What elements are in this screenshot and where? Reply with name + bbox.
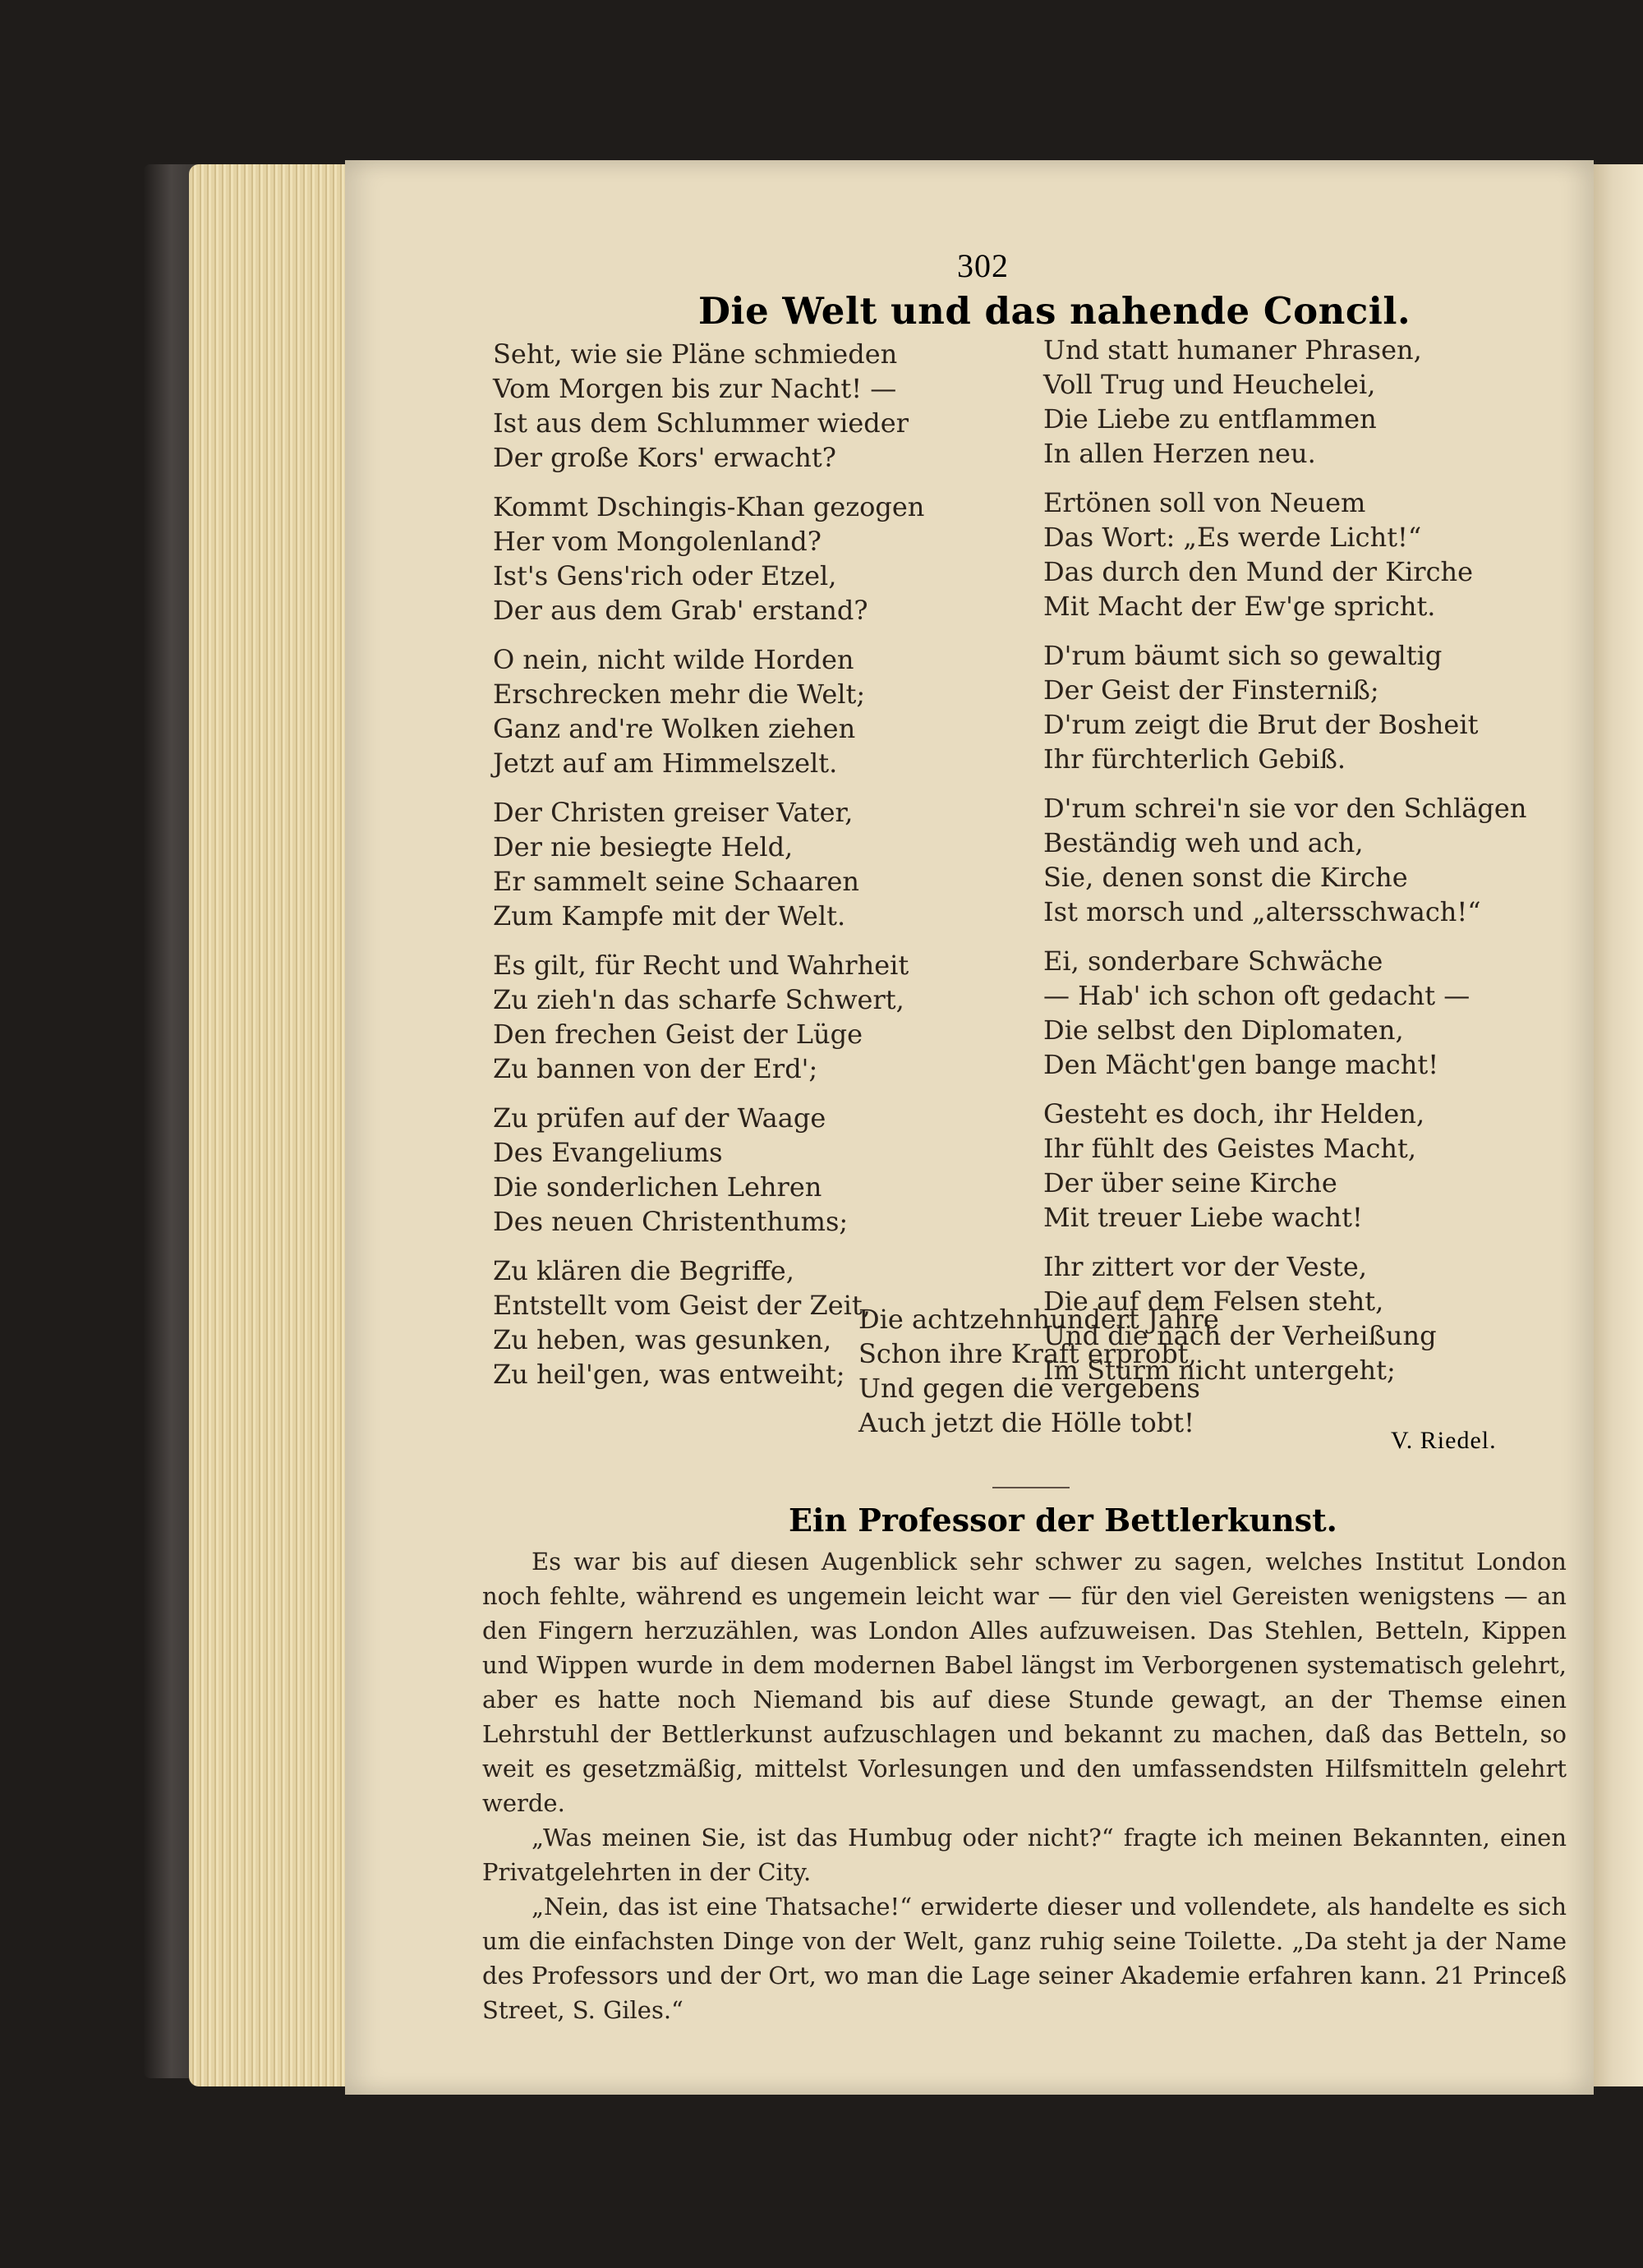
- poem-line: Jetzt auf am Himmelszelt.: [493, 748, 838, 779]
- article-paragraph: „Nein, das ist eine Thatsache!“ erwiderte dieser und vollendete, als handelte es sich um die einfachsten Dinge von der Welt, ganz ruhig seine Toilette. „Da steht ja der Name des Professors und der Ort, wo man die Lage seiner Akademie erfahren kann. 21 Princeß Street, S. Giles.“: [482, 1893, 1567, 2024]
- poem-line: Das durch den Mund der Kirche: [1043, 556, 1474, 587]
- poem-line: Und statt humaner Phrasen,: [1043, 334, 1422, 366]
- poem-line: Der aus dem Grab' erstand?: [493, 595, 868, 626]
- poem-line: Voll Trug und Heuchelei,: [1043, 369, 1376, 400]
- poem-line: D'rum zeigt die Brut der Bosheit: [1043, 709, 1479, 740]
- poem-line: Der nie besiegte Held,: [493, 831, 794, 863]
- poem-line: Im Sturm nicht untergeht;: [1043, 1355, 1396, 1386]
- poem-line: Ist morsch und „altersschwach!“: [1043, 896, 1481, 927]
- poem-line: Her vom Mongolenland?: [493, 526, 822, 557]
- poem-stanza-right-4: [1043, 791, 1527, 929]
- poem-line: Ihr fühlt des Geistes Macht,: [1043, 1133, 1417, 1164]
- poem-line: Der Geist der Finsterniß;: [1043, 674, 1379, 706]
- poem-line: Zu bannen von der Erd';: [493, 1053, 818, 1084]
- article-title: Ein Professor der Bettlerkunst.: [789, 1502, 1337, 1539]
- poem-line: Erschrecken mehr die Welt;: [493, 679, 866, 710]
- poem-line: Das Wort: „Es werde Licht!“: [1043, 522, 1422, 553]
- poem-line: Zu heil'gen, was entweiht;: [493, 1359, 845, 1390]
- poem-stanza-left-7: [493, 1254, 920, 1392]
- poem-line: Vom Morgen bis zur Nacht! —: [493, 373, 897, 404]
- poem-left-column: [493, 337, 925, 1406]
- poem-line: Ei, sonderbare Schwäche: [1043, 945, 1383, 977]
- poem-stanza-right-5: [1043, 944, 1470, 1082]
- article-paragraph: Es war bis auf diesen Augenblick sehr schwer zu sagen, welches Institut London noch fehlte, während es ungemein leicht war — für den viel Gereisten wenigstens — an den Fingern herzuzählen, was London Alles aufzuweisen. Das Stehlen, Betteln, Kippen und Wippen wurde in dem modernen Babel längst im Verborgenen systematisch gelehrt, aber es hatte noch Niemand bis auf diese Stunde gewagt, an der Themse einen Lehrstuhl der Bettlerkunst aufzuschlagen und bekannt zu machen, daß das Betteln, so weit es gesetzmäßig, mittelst Vorlesungen und den umfassendsten Hilfsmitteln gelehrt werde.: [482, 1548, 1567, 1817]
- poem-line: Mit Macht der Ew'ge spricht.: [1043, 591, 1436, 622]
- poem-stanza-right-6: [1043, 1097, 1470, 1235]
- poem-line: Der große Kors' erwacht?: [493, 442, 836, 473]
- poem-line: Zu klären die Begriffe,: [493, 1255, 794, 1286]
- poem-stanza-left-6: [493, 1101, 920, 1239]
- poem-line: O nein, nicht wilde Horden: [493, 644, 854, 675]
- poem-line: Die selbst den Diplomaten,: [1043, 1014, 1404, 1046]
- poem-line: Er sammelt seine Schaaren: [493, 866, 859, 897]
- poem-line: Ganz and're Wolken ziehen: [493, 713, 856, 744]
- poem-stanza-left-4: [493, 795, 920, 933]
- poem-right-column: [1043, 333, 1527, 1402]
- poem-line: Entstellt vom Geist der Zeit,: [493, 1290, 871, 1321]
- poem-line: Des neuen Christenthums;: [493, 1206, 849, 1237]
- poem-line: Und die nach der Verheißung: [1043, 1320, 1437, 1351]
- poem-line: Auch jetzt die Hölle tobt!: [858, 1407, 1194, 1438]
- poem-line: Ist aus dem Schlummer wieder: [493, 407, 909, 439]
- poem-stanza-left-1: [493, 337, 920, 475]
- poem-stanza-right-2: [1043, 485, 1474, 623]
- poem-line: Ist's Gens'rich oder Etzel,: [493, 560, 837, 591]
- article-body: [482, 1544, 1567, 2027]
- poem-line: Zum Kampfe mit der Welt.: [493, 900, 846, 932]
- poem-line: Die sonderlichen Lehren: [493, 1171, 822, 1203]
- poem-line: Die Liebe zu entflammen: [1043, 403, 1377, 435]
- article-paragraph: „Was meinen Sie, ist das Humbug oder nicht?“ fragte ich meinen Bekannten, einen Privatgelehrten in der City.: [482, 1824, 1567, 1886]
- poem-line: Des Evangeliums: [493, 1137, 723, 1168]
- poem-line: Seht, wie sie Pläne schmieden: [493, 338, 898, 370]
- poem-line: Ihr zittert vor der Veste,: [1043, 1251, 1367, 1282]
- poem-line: — Hab' ich schon oft gedacht —: [1043, 980, 1470, 1011]
- page-number: 302: [957, 247, 1009, 284]
- poem-line: Beständig weh und ach,: [1043, 827, 1364, 858]
- poem-line: Sie, denen sonst die Kirche: [1043, 862, 1408, 893]
- poem-line: D'rum schrei'n sie vor den Schlägen: [1043, 793, 1527, 824]
- section-divider: [992, 1487, 1070, 1488]
- page-title: Die Welt und das nahende Concil.: [698, 289, 1411, 333]
- poem-line: Ihr fürchterlich Gebiß.: [1043, 743, 1346, 775]
- poem-line: Den frechen Geist der Lüge: [493, 1019, 863, 1050]
- poem-line: Ertönen soll von Neuem: [1043, 487, 1366, 518]
- poem-stanza-left-3: [493, 642, 920, 780]
- poem-line: Zu prüfen auf der Waage: [493, 1102, 826, 1134]
- poem-line: Die achtzehnhundert Jahre: [858, 1304, 1219, 1335]
- poem-line: Der Christen greiser Vater,: [493, 797, 854, 828]
- poem-line: Den Mächt'gen bange macht!: [1043, 1049, 1439, 1080]
- poem-stanza-right-3: [1043, 638, 1479, 776]
- page-block-edge: [189, 164, 345, 2086]
- adjacent-page-strip: [1594, 164, 1643, 2086]
- poem-line: Der über seine Kirche: [1043, 1167, 1337, 1198]
- poem-line: Mit treuer Liebe wacht!: [1043, 1202, 1363, 1233]
- poem-line: In allen Herzen neu.: [1043, 438, 1316, 469]
- poem-closing-stanza: [858, 1302, 1286, 1440]
- poem-stanza-left-5: [493, 948, 920, 1086]
- poem-line: Gesteht es doch, ihr Helden,: [1043, 1098, 1425, 1129]
- poem-author: V. Riedel.: [1391, 1427, 1497, 1454]
- poem-line: Zu zieh'n das scharfe Schwert,: [493, 984, 904, 1015]
- poem-line: Die auf dem Felsen steht,: [1043, 1286, 1384, 1317]
- poem-line: Schon ihre Kraft erprobt,: [858, 1338, 1197, 1369]
- poem-line: Kommt Dschingis-Khan gezogen: [493, 491, 925, 522]
- poem-line: D'rum bäumt sich so gewaltig: [1043, 640, 1443, 671]
- poem-line: Es gilt, für Recht und Wahrheit: [493, 950, 909, 981]
- poem-stanza-left-2: [493, 490, 925, 628]
- poem-line: Zu heben, was gesunken,: [493, 1324, 832, 1355]
- poem-line: Und gegen die vergebens: [858, 1373, 1200, 1404]
- poem-stanza-right-1: [1043, 333, 1470, 471]
